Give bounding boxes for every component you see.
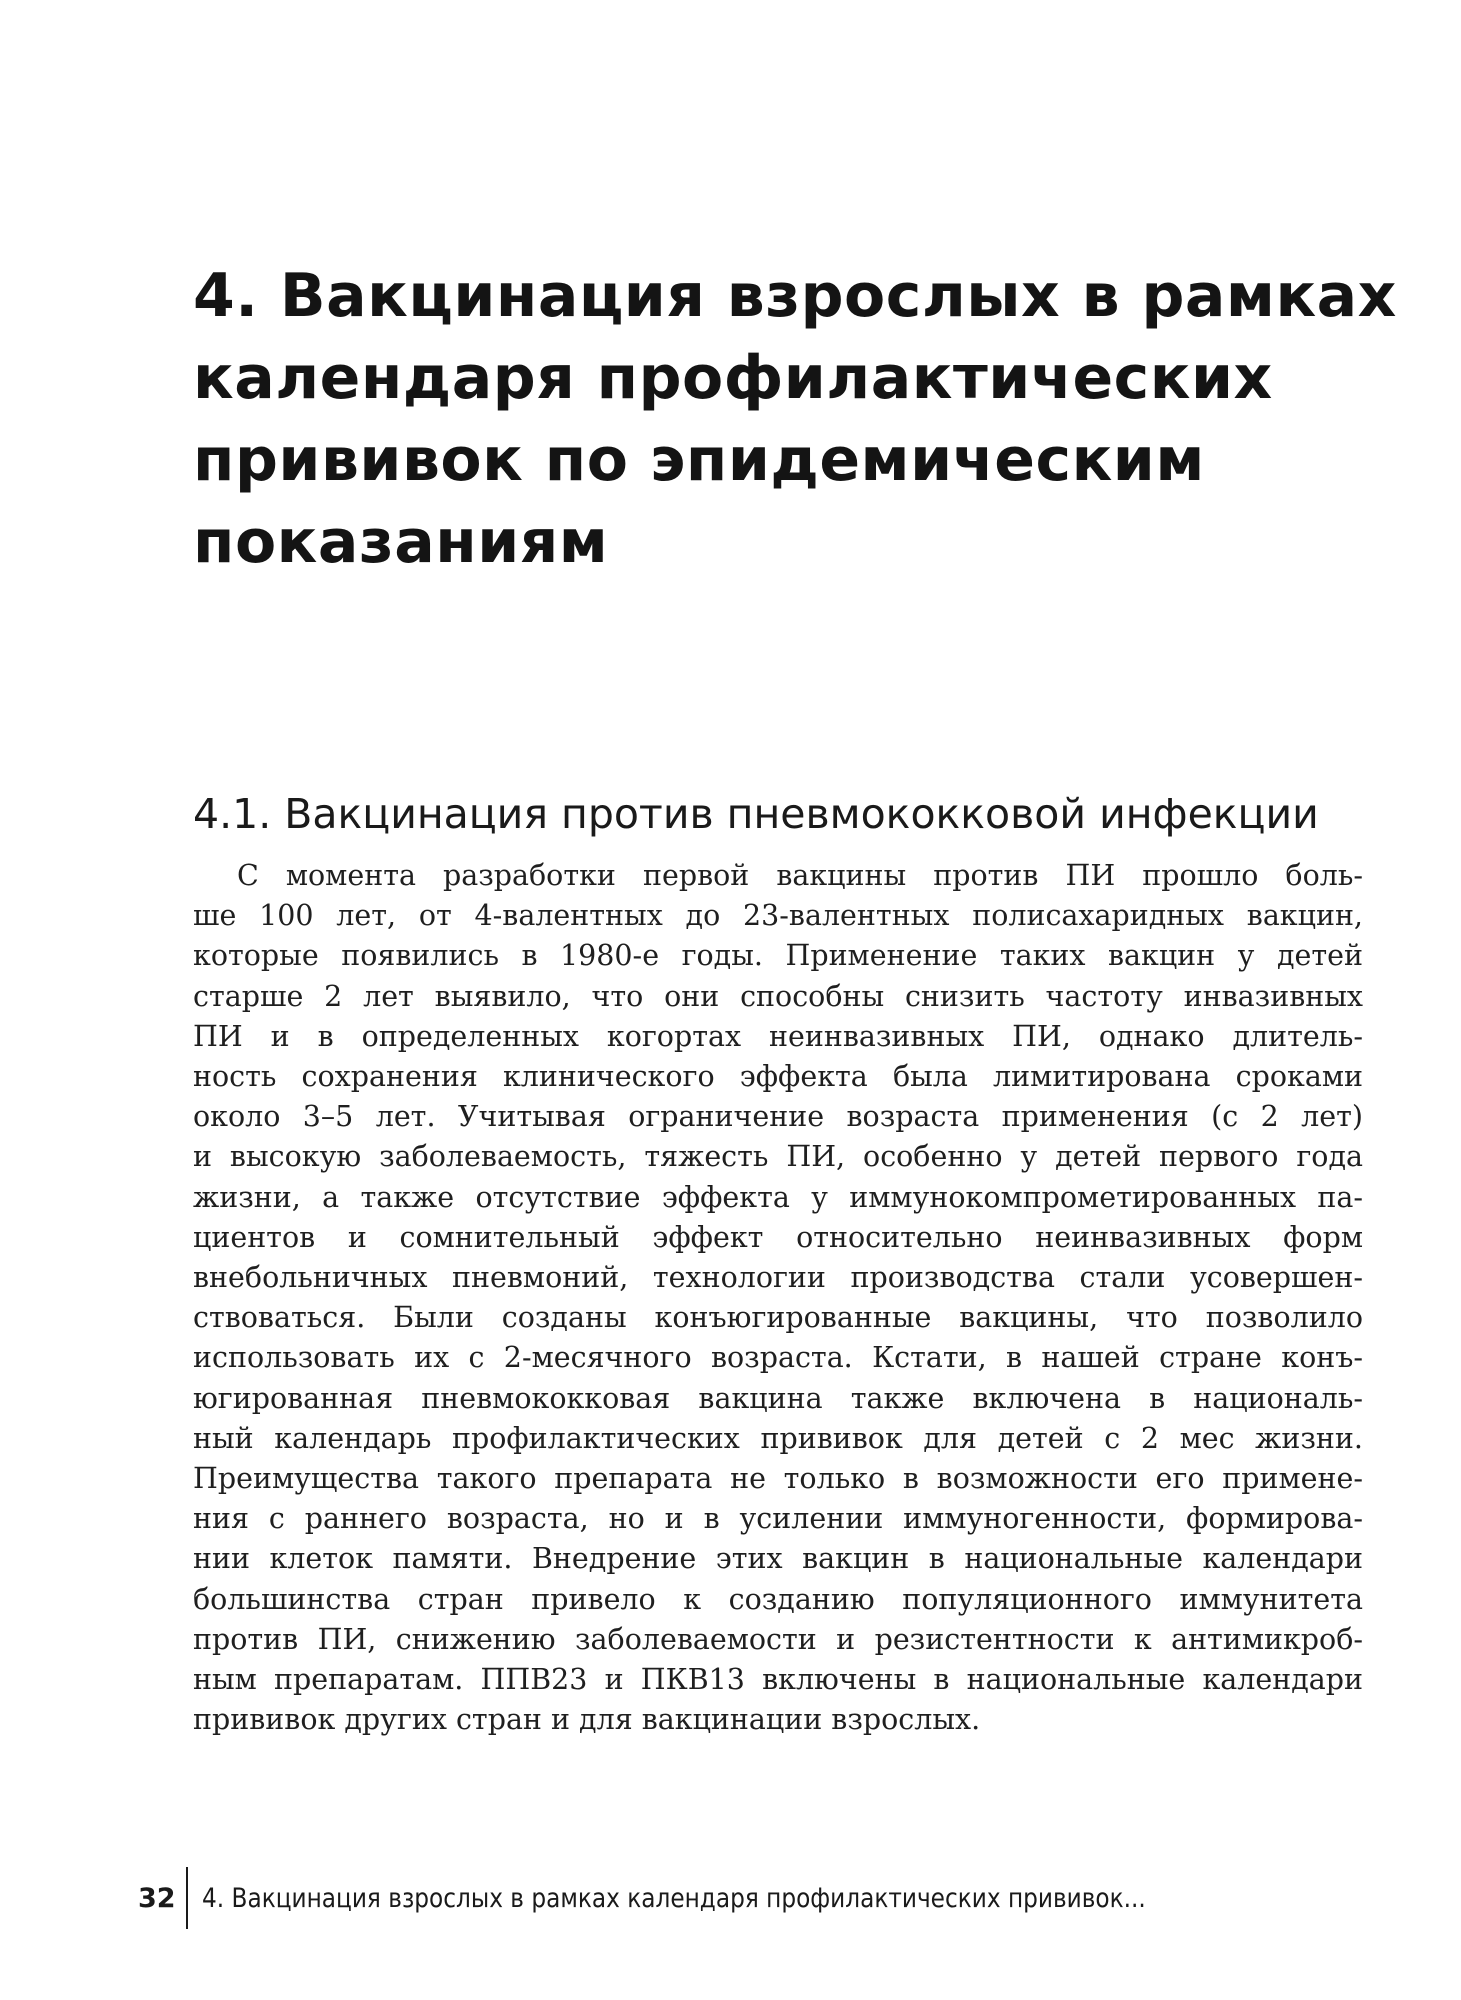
paragraph-line: С момента разработки первой вакцины против ПИ прошло боль- <box>237 859 1363 892</box>
paragraph-line: ный календарь профилактических прививок для детей с 2 мес жизни. <box>193 1421 1363 1455</box>
paragraph-line: ПИ и в определенных когортах неинвазивных ПИ, однако длитель- <box>193 1019 1363 1053</box>
paragraph-line: ствоваться. Были созданы конъюгированные вакцины, что позволило <box>193 1301 1363 1335</box>
chapter-title-line: показаниям <box>193 507 609 577</box>
chapter-title-line: 4. Вакцинация взрослых в рамках <box>193 261 1397 331</box>
paragraph-line: ным препаратам. ППВ23 и ПКВ13 включены в национальные календари <box>193 1663 1363 1697</box>
paragraph-line: ше 100 лет, от 4-валентных до 23-валентных полисахаридных вакцин, <box>193 899 1363 933</box>
paragraph-line: старше 2 лет выявило, что они способны снизить частоту инвазивных <box>193 979 1363 1013</box>
paragraph-line: нии клеток памяти. Внедрение этих вакцин в национальные календари <box>193 1542 1363 1576</box>
chapter-title <box>193 255 1397 583</box>
paragraph-line: жизни, а также отсутствие эффекта у иммунокомпрометированных па- <box>193 1180 1363 1214</box>
paragraph-line: ния с раннего возраста, но и в усилении иммуногенности, формирова- <box>193 1502 1363 1536</box>
body-paragraph <box>193 856 1363 1740</box>
page-number: 32 <box>138 1882 176 1914</box>
page-footer <box>138 1867 1299 1929</box>
section-title: 4.1. Вакцинация против пневмококковой инфекции <box>193 790 1319 838</box>
paragraph-line: прививок других стран и для вакцинации взрослых. <box>193 1703 981 1737</box>
paragraph-line: югированная пневмококковая вакцина также включена в националь- <box>193 1381 1363 1415</box>
running-head: 4. Вакцинация взрослых в рамках календаря профилактических прививок... <box>202 1882 1146 1914</box>
paragraph-line: ность сохранения клинического эффекта была лимитирована сроками <box>193 1060 1363 1094</box>
paragraph-line: большинства стран привело к созданию популяционного иммунитета <box>193 1582 1363 1616</box>
paragraph-line: циентов и сомнительный эффект относительно неинвазивных форм <box>193 1220 1363 1254</box>
paragraph-line: использовать их с 2-месячного возраста. Кстати, в нашей стране конъ- <box>193 1341 1363 1375</box>
paragraph-line: против ПИ, снижению заболеваемости и резистентности к антимикроб- <box>193 1622 1363 1656</box>
footer-divider <box>186 1867 188 1929</box>
paragraph-line: и высокую заболеваемость, тяжесть ПИ, особенно у детей первого года <box>193 1140 1363 1174</box>
chapter-title-line: прививок по эпидемическим <box>193 425 1205 495</box>
paragraph-line: около 3–5 лет. Учитывая ограничение возраста применения (с 2 лет) <box>193 1100 1363 1134</box>
chapter-title-line: календаря профилактических <box>193 343 1273 413</box>
paragraph-line: внебольничных пневмоний, технологии производства стали усовершен- <box>193 1261 1363 1295</box>
paragraph-line: Преимущества такого препарата не только в возможности его примене- <box>193 1462 1363 1496</box>
paragraph-line: которые появились в 1980-е годы. Применение таких вакцин у детей <box>193 939 1363 973</box>
